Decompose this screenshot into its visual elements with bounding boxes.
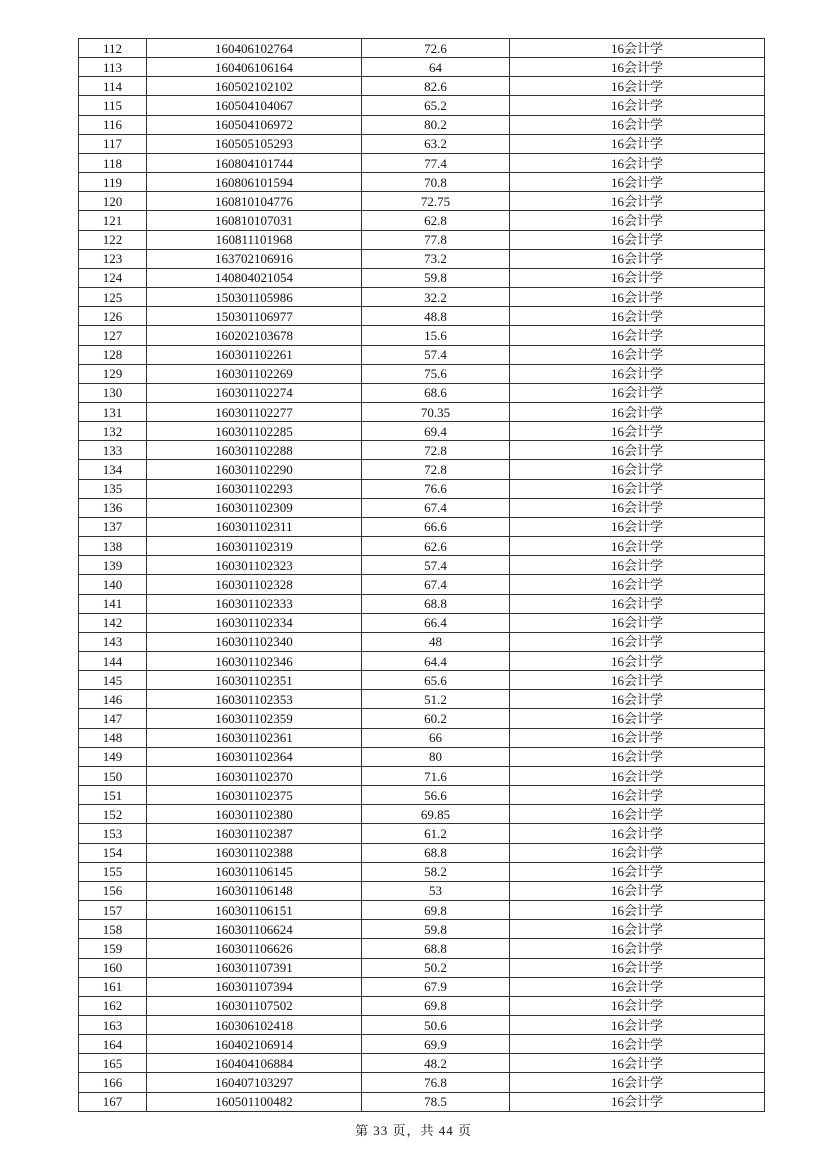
page-number-footer: 第 33 页，共 44 页 (354, 1123, 472, 1138)
cell-row-number: 144 (79, 652, 147, 671)
cell-score: 72.8 (362, 460, 510, 479)
cell-major: 16会计学 (510, 1073, 765, 1092)
cell-row-number: 113 (79, 58, 147, 77)
cell-major: 16会计学 (510, 1054, 765, 1073)
cell-score: 53 (362, 881, 510, 900)
cell-row-number: 158 (79, 920, 147, 939)
table-row (79, 786, 765, 805)
cell-row-number: 122 (79, 230, 147, 249)
cell-major: 16会计学 (510, 517, 765, 536)
cell-row-number: 121 (79, 211, 147, 230)
score-table (78, 38, 765, 1112)
cell-candidate-id: 160301102359 (147, 709, 362, 728)
cell-candidate-id: 160810104776 (147, 192, 362, 211)
cell-major: 16会计学 (510, 537, 765, 556)
table-row (79, 268, 765, 287)
cell-candidate-id: 150301105986 (147, 288, 362, 307)
cell-score: 59.8 (362, 920, 510, 939)
cell-candidate-id: 140804021054 (147, 268, 362, 287)
cell-major: 16会计学 (510, 441, 765, 460)
cell-score: 57.4 (362, 345, 510, 364)
cell-major: 16会计学 (510, 862, 765, 881)
cell-candidate-id: 160301102328 (147, 575, 362, 594)
cell-score: 15.6 (362, 326, 510, 345)
cell-score: 66 (362, 728, 510, 747)
table-row (79, 517, 765, 536)
cell-score: 68.8 (362, 939, 510, 958)
table-row (79, 479, 765, 498)
cell-score: 70.8 (362, 173, 510, 192)
table-row (79, 862, 765, 881)
cell-row-number: 166 (79, 1073, 147, 1092)
cell-candidate-id: 160301106148 (147, 881, 362, 900)
cell-score: 67.4 (362, 575, 510, 594)
cell-candidate-id: 160301102387 (147, 824, 362, 843)
table-row (79, 613, 765, 632)
cell-score: 69.9 (362, 1035, 510, 1054)
cell-row-number: 145 (79, 671, 147, 690)
table-row (79, 939, 765, 958)
cell-major: 16会计学 (510, 326, 765, 345)
cell-candidate-id: 160301102290 (147, 460, 362, 479)
table-row (79, 996, 765, 1015)
cell-row-number: 140 (79, 575, 147, 594)
cell-row-number: 134 (79, 460, 147, 479)
table-row (79, 402, 765, 421)
cell-major: 16会计学 (510, 268, 765, 287)
cell-major: 16会计学 (510, 632, 765, 651)
cell-major: 16会计学 (510, 671, 765, 690)
cell-major: 16会计学 (510, 728, 765, 747)
cell-score: 70.35 (362, 402, 510, 421)
table-row (79, 153, 765, 172)
table-row (79, 958, 765, 977)
cell-major: 16会计学 (510, 460, 765, 479)
cell-score: 62.6 (362, 537, 510, 556)
table-row (79, 364, 765, 383)
table-row (79, 824, 765, 843)
cell-candidate-id: 163702106916 (147, 249, 362, 268)
cell-score: 67.4 (362, 498, 510, 517)
cell-major: 16会计学 (510, 211, 765, 230)
cell-candidate-id: 160301102319 (147, 537, 362, 556)
cell-score: 68.8 (362, 594, 510, 613)
cell-candidate-id: 160301102293 (147, 479, 362, 498)
cell-major: 16会计学 (510, 345, 765, 364)
cell-row-number: 138 (79, 537, 147, 556)
cell-major: 16会计学 (510, 96, 765, 115)
cell-score: 65.6 (362, 671, 510, 690)
table-row (79, 1015, 765, 1034)
cell-row-number: 115 (79, 96, 147, 115)
table-row (79, 288, 765, 307)
cell-score: 64.4 (362, 652, 510, 671)
cell-candidate-id: 160202103678 (147, 326, 362, 345)
cell-candidate-id: 160301102311 (147, 517, 362, 536)
cell-row-number: 161 (79, 977, 147, 996)
cell-row-number: 114 (79, 77, 147, 96)
table-row (79, 920, 765, 939)
cell-row-number: 155 (79, 862, 147, 881)
cell-score: 67.9 (362, 977, 510, 996)
cell-row-number: 146 (79, 690, 147, 709)
cell-candidate-id: 160301102340 (147, 632, 362, 651)
cell-score: 50.2 (362, 958, 510, 977)
cell-row-number: 136 (79, 498, 147, 517)
table-row (79, 326, 765, 345)
cell-major: 16会计学 (510, 843, 765, 862)
cell-major: 16会计学 (510, 307, 765, 326)
cell-major: 16会计学 (510, 747, 765, 766)
cell-candidate-id: 160301102309 (147, 498, 362, 517)
cell-candidate-id: 160407103297 (147, 1073, 362, 1092)
cell-candidate-id: 160301102274 (147, 383, 362, 402)
table-row (79, 556, 765, 575)
cell-score: 69.85 (362, 805, 510, 824)
cell-major: 16会计学 (510, 766, 765, 785)
cell-candidate-id: 160301106151 (147, 901, 362, 920)
cell-major: 16会计学 (510, 613, 765, 632)
cell-row-number: 130 (79, 383, 147, 402)
cell-row-number: 139 (79, 556, 147, 575)
cell-row-number: 147 (79, 709, 147, 728)
table-row (79, 632, 765, 651)
cell-row-number: 137 (79, 517, 147, 536)
table-row (79, 537, 765, 556)
cell-candidate-id: 160406106164 (147, 58, 362, 77)
cell-candidate-id: 160301102334 (147, 613, 362, 632)
cell-candidate-id: 160301102388 (147, 843, 362, 862)
cell-row-number: 126 (79, 307, 147, 326)
cell-candidate-id: 160301102323 (147, 556, 362, 575)
table-row (79, 805, 765, 824)
cell-candidate-id: 160301102269 (147, 364, 362, 383)
cell-row-number: 151 (79, 786, 147, 805)
table-row (79, 1054, 765, 1073)
cell-row-number: 123 (79, 249, 147, 268)
cell-candidate-id: 160306102418 (147, 1015, 362, 1034)
cell-row-number: 165 (79, 1054, 147, 1073)
cell-candidate-id: 160301107391 (147, 958, 362, 977)
cell-major: 16会计学 (510, 1092, 765, 1111)
cell-score: 77.4 (362, 153, 510, 172)
cell-score: 63.2 (362, 134, 510, 153)
cell-major: 16会计学 (510, 115, 765, 134)
cell-score: 82.6 (362, 77, 510, 96)
table-row (79, 58, 765, 77)
table-row (79, 192, 765, 211)
cell-major: 16会计学 (510, 652, 765, 671)
cell-score: 77.8 (362, 230, 510, 249)
cell-major: 16会计学 (510, 58, 765, 77)
cell-candidate-id: 160806101594 (147, 173, 362, 192)
cell-row-number: 132 (79, 422, 147, 441)
cell-row-number: 148 (79, 728, 147, 747)
cell-row-number: 127 (79, 326, 147, 345)
cell-score: 80.2 (362, 115, 510, 134)
cell-score: 75.6 (362, 364, 510, 383)
cell-row-number: 163 (79, 1015, 147, 1034)
cell-row-number: 112 (79, 39, 147, 58)
cell-candidate-id: 160301102351 (147, 671, 362, 690)
cell-score: 78.5 (362, 1092, 510, 1111)
cell-major: 16会计学 (510, 690, 765, 709)
cell-score: 72.6 (362, 39, 510, 58)
cell-score: 61.2 (362, 824, 510, 843)
cell-candidate-id: 160406102764 (147, 39, 362, 58)
cell-row-number: 129 (79, 364, 147, 383)
cell-candidate-id: 160301102353 (147, 690, 362, 709)
cell-candidate-id: 160301102333 (147, 594, 362, 613)
cell-row-number: 116 (79, 115, 147, 134)
cell-score: 32.2 (362, 288, 510, 307)
cell-major: 16会计学 (510, 249, 765, 268)
cell-major: 16会计学 (510, 1035, 765, 1054)
cell-score: 68.8 (362, 843, 510, 862)
cell-major: 16会计学 (510, 288, 765, 307)
cell-row-number: 120 (79, 192, 147, 211)
cell-row-number: 133 (79, 441, 147, 460)
table-row (79, 422, 765, 441)
cell-score: 71.6 (362, 766, 510, 785)
cell-row-number: 167 (79, 1092, 147, 1111)
cell-major: 16会计学 (510, 39, 765, 58)
cell-major: 16会计学 (510, 977, 765, 996)
cell-score: 56.6 (362, 786, 510, 805)
cell-major: 16会计学 (510, 881, 765, 900)
cell-row-number: 131 (79, 402, 147, 421)
cell-candidate-id: 160301106145 (147, 862, 362, 881)
table-row (79, 671, 765, 690)
table-row (79, 901, 765, 920)
cell-score: 58.2 (362, 862, 510, 881)
table-row (79, 1073, 765, 1092)
cell-candidate-id: 160301106626 (147, 939, 362, 958)
cell-score: 48.8 (362, 307, 510, 326)
cell-candidate-id: 160402106914 (147, 1035, 362, 1054)
cell-major: 16会计学 (510, 192, 765, 211)
cell-candidate-id: 160301102288 (147, 441, 362, 460)
table-row (79, 881, 765, 900)
table-row (79, 441, 765, 460)
cell-score: 73.2 (362, 249, 510, 268)
cell-score: 51.2 (362, 690, 510, 709)
cell-candidate-id: 150301106977 (147, 307, 362, 326)
table-row (79, 652, 765, 671)
table-row (79, 77, 765, 96)
cell-score: 80 (362, 747, 510, 766)
cell-row-number: 152 (79, 805, 147, 824)
cell-candidate-id: 160301107394 (147, 977, 362, 996)
cell-score: 59.8 (362, 268, 510, 287)
table-row (79, 977, 765, 996)
cell-row-number: 119 (79, 173, 147, 192)
cell-major: 16会计学 (510, 402, 765, 421)
cell-row-number: 125 (79, 288, 147, 307)
cell-score: 69.4 (362, 422, 510, 441)
cell-major: 16会计学 (510, 173, 765, 192)
cell-major: 16会计学 (510, 939, 765, 958)
cell-row-number: 162 (79, 996, 147, 1015)
table-row (79, 747, 765, 766)
table-row (79, 115, 765, 134)
cell-score: 72.75 (362, 192, 510, 211)
cell-major: 16会计学 (510, 556, 765, 575)
cell-score: 50.6 (362, 1015, 510, 1034)
table-row (79, 96, 765, 115)
cell-row-number: 157 (79, 901, 147, 920)
table-row (79, 307, 765, 326)
cell-major: 16会计学 (510, 77, 765, 96)
cell-candidate-id: 160301102370 (147, 766, 362, 785)
cell-score: 72.8 (362, 441, 510, 460)
table-row (79, 1092, 765, 1111)
cell-score: 66.4 (362, 613, 510, 632)
cell-major: 16会计学 (510, 498, 765, 517)
table-row (79, 594, 765, 613)
cell-score: 68.6 (362, 383, 510, 402)
cell-major: 16会计学 (510, 824, 765, 843)
cell-score: 57.4 (362, 556, 510, 575)
cell-row-number: 159 (79, 939, 147, 958)
cell-major: 16会计学 (510, 153, 765, 172)
cell-row-number: 154 (79, 843, 147, 862)
table-row (79, 345, 765, 364)
table-row (79, 766, 765, 785)
cell-major: 16会计学 (510, 594, 765, 613)
table-row (79, 843, 765, 862)
cell-score: 76.8 (362, 1073, 510, 1092)
cell-score: 60.2 (362, 709, 510, 728)
table-row (79, 211, 765, 230)
cell-row-number: 156 (79, 881, 147, 900)
cell-major: 16会计学 (510, 1015, 765, 1034)
cell-row-number: 124 (79, 268, 147, 287)
cell-candidate-id: 160301102285 (147, 422, 362, 441)
cell-major: 16会计学 (510, 996, 765, 1015)
cell-major: 16会计学 (510, 134, 765, 153)
cell-major: 16会计学 (510, 920, 765, 939)
table-row (79, 1035, 765, 1054)
cell-row-number: 164 (79, 1035, 147, 1054)
cell-major: 16会计学 (510, 383, 765, 402)
cell-major: 16会计学 (510, 786, 765, 805)
cell-row-number: 117 (79, 134, 147, 153)
cell-score: 65.2 (362, 96, 510, 115)
table-row (79, 728, 765, 747)
cell-score: 69.8 (362, 901, 510, 920)
cell-major: 16会计学 (510, 805, 765, 824)
cell-score: 62.8 (362, 211, 510, 230)
cell-major: 16会计学 (510, 958, 765, 977)
table-row (79, 173, 765, 192)
table-row (79, 134, 765, 153)
cell-row-number: 160 (79, 958, 147, 977)
cell-candidate-id: 160301102346 (147, 652, 362, 671)
cell-score: 48 (362, 632, 510, 651)
cell-candidate-id: 160301102375 (147, 786, 362, 805)
cell-major: 16会计学 (510, 364, 765, 383)
table-row (79, 709, 765, 728)
cell-candidate-id: 160301102361 (147, 728, 362, 747)
table-row (79, 230, 765, 249)
cell-row-number: 142 (79, 613, 147, 632)
table-row (79, 690, 765, 709)
cell-row-number: 153 (79, 824, 147, 843)
cell-candidate-id: 160301102364 (147, 747, 362, 766)
cell-candidate-id: 160301106624 (147, 920, 362, 939)
cell-score: 64 (362, 58, 510, 77)
cell-candidate-id: 160301102380 (147, 805, 362, 824)
cell-row-number: 150 (79, 766, 147, 785)
cell-candidate-id: 160505105293 (147, 134, 362, 153)
cell-row-number: 149 (79, 747, 147, 766)
cell-row-number: 135 (79, 479, 147, 498)
cell-score: 76.6 (362, 479, 510, 498)
cell-row-number: 141 (79, 594, 147, 613)
cell-candidate-id: 160501100482 (147, 1092, 362, 1111)
cell-candidate-id: 160504104067 (147, 96, 362, 115)
cell-score: 66.6 (362, 517, 510, 536)
cell-major: 16会计学 (510, 709, 765, 728)
cell-candidate-id: 160810107031 (147, 211, 362, 230)
cell-row-number: 128 (79, 345, 147, 364)
cell-row-number: 143 (79, 632, 147, 651)
cell-score: 48.2 (362, 1054, 510, 1073)
cell-major: 16会计学 (510, 422, 765, 441)
cell-candidate-id: 160301102261 (147, 345, 362, 364)
table-row (79, 383, 765, 402)
cell-major: 16会计学 (510, 479, 765, 498)
cell-major: 16会计学 (510, 901, 765, 920)
cell-candidate-id: 160301102277 (147, 402, 362, 421)
cell-candidate-id: 160504106972 (147, 115, 362, 134)
table-row (79, 249, 765, 268)
table-row (79, 39, 765, 58)
cell-candidate-id: 160404106884 (147, 1054, 362, 1073)
table-body (79, 39, 765, 1112)
table-row (79, 460, 765, 479)
cell-candidate-id: 160811101968 (147, 230, 362, 249)
cell-score: 69.8 (362, 996, 510, 1015)
table-row (79, 575, 765, 594)
cell-candidate-id: 160804101744 (147, 153, 362, 172)
cell-row-number: 118 (79, 153, 147, 172)
cell-major: 16会计学 (510, 575, 765, 594)
table-row (79, 498, 765, 517)
cell-candidate-id: 160301107502 (147, 996, 362, 1015)
cell-major: 16会计学 (510, 230, 765, 249)
cell-candidate-id: 160502102102 (147, 77, 362, 96)
